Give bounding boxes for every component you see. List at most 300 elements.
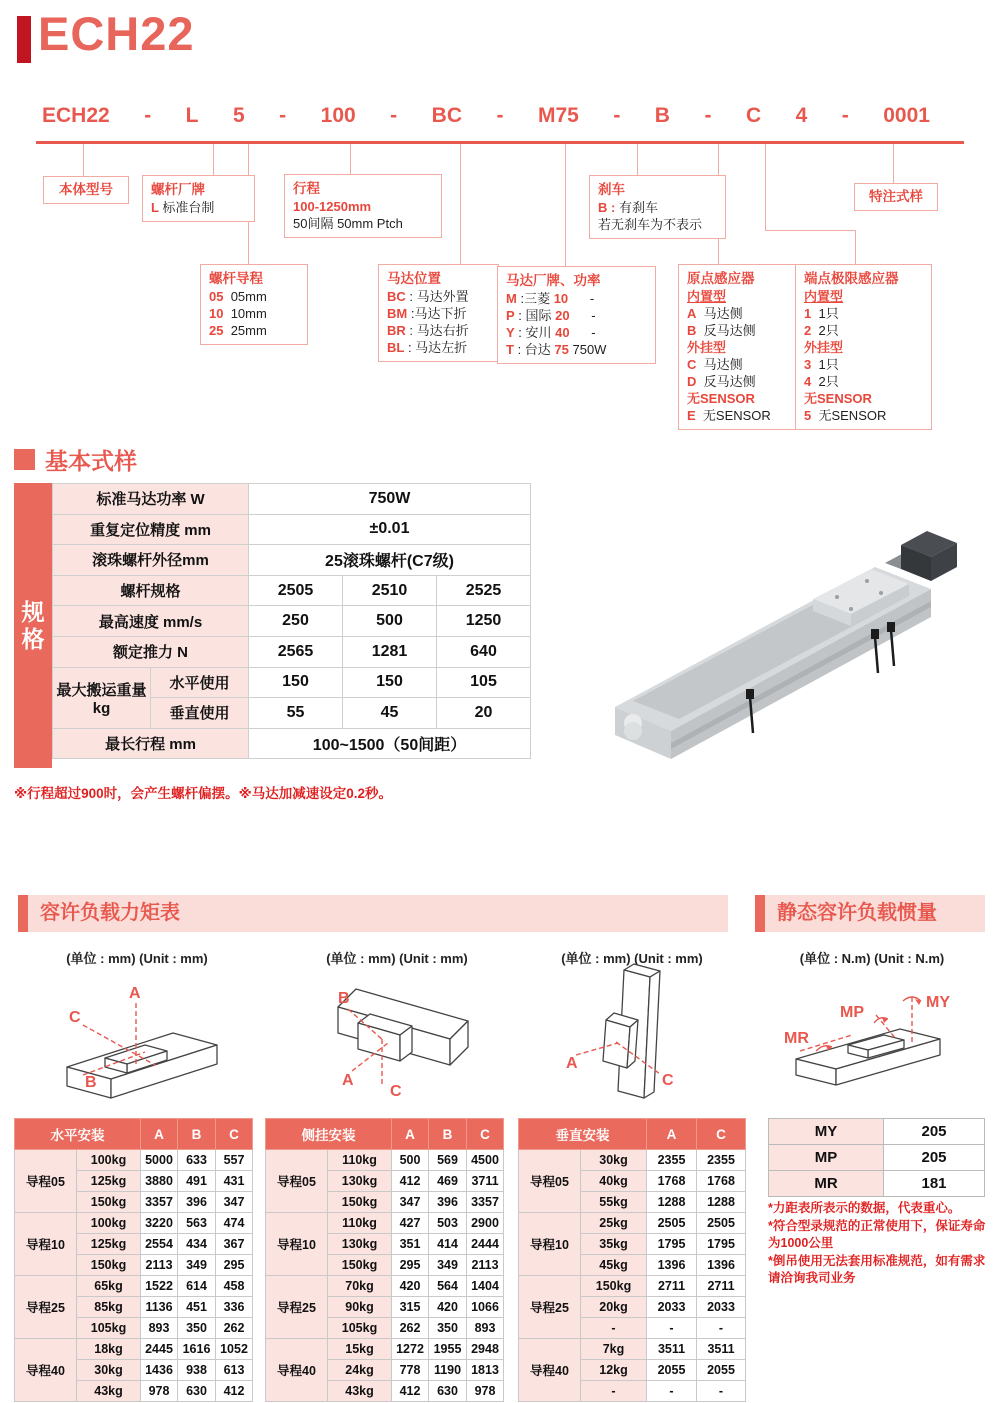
table-cell: 1288 [647,1192,697,1213]
spec-cell: 1250 [437,606,531,637]
spec-cell: 20 [437,698,531,729]
callout-title: 行程 [293,181,320,196]
spec-cell: 150 [249,667,343,698]
axis-label: B [85,1074,97,1091]
table-cell: 40kg [581,1171,647,1192]
table-cell: 613 [216,1360,253,1381]
callout-motor-position [378,264,499,362]
spec-cell: 2505 [249,575,343,606]
axis-label: C [69,1009,81,1026]
callout-line: B 反马达侧 [687,323,756,338]
table-cell: 85kg [77,1297,141,1318]
note-line: *倒吊使用无法套用标准规范，如有需求请洽询我司业务 [768,1253,986,1285]
model-code-segment: B [654,104,670,127]
load-table-col-header: C [216,1119,253,1150]
spec-cell: 105 [437,667,531,698]
callout-title: 马达位置 [387,271,441,286]
callout-line: 外挂型 [687,340,727,355]
callout-title: 马达厂牌、功率 [506,273,601,288]
connector-line [565,144,566,266]
callout-line: BM :马达下折 [387,306,467,321]
model-code-segment: 100 [320,104,356,127]
load-table-horizontal [14,1118,252,1402]
table-cell: 110kg [328,1213,392,1234]
inertia-value: 181 [884,1171,985,1197]
product-image [575,485,995,785]
table-cell: 938 [178,1360,216,1381]
table-cell: 2711 [647,1276,697,1297]
spec-cell: 150 [343,667,437,698]
callout-title: 本体型号 [59,182,113,197]
table-cell: 7kg [581,1339,647,1360]
lead-cell: 导程05 [266,1150,328,1213]
load-table-col-header: C [467,1119,504,1150]
load-table-col-header: A [141,1119,178,1150]
callout-line: M :三菱 10 - [506,291,595,306]
table-cell: 351 [392,1234,429,1255]
table-cell: 295 [216,1255,253,1276]
table-cell: 1436 [141,1360,178,1381]
connector-line [350,144,351,174]
table-cell: 105kg [77,1318,141,1339]
table-cell: 367 [216,1234,253,1255]
table-cell: 43kg [77,1381,141,1402]
lead-cell: 导程05 [15,1150,77,1213]
band-accent-bar [18,895,28,932]
connector-line [893,144,894,183]
table-cell: 150kg [581,1276,647,1297]
spec-side-char: 格 [21,625,45,652]
table-cell: 778 [392,1360,429,1381]
spec-cell: 500 [343,606,437,637]
axis-label: A [129,985,141,1002]
inertia-label: MP [769,1145,884,1171]
title-accent-bar [17,16,31,63]
model-code-segment: - [279,104,287,127]
table-cell: 893 [467,1318,504,1339]
table-cell: 500 [392,1150,429,1171]
table-cell: 105kg [328,1318,392,1339]
callout-line: BR : 马达右折 [387,323,469,338]
spec-cell: 100~1500（50间距） [249,728,531,759]
table-cell: 150kg [328,1192,392,1213]
moment-section-title: 容许负载力矩表 [40,902,180,924]
table-cell: 569 [429,1150,467,1171]
connector-line [460,144,461,264]
load-table-title: 侧挂安装 [266,1119,392,1150]
table-cell: 2055 [647,1360,697,1381]
table-cell: 563 [178,1213,216,1234]
table-cell: 420 [429,1297,467,1318]
table-cell: 1768 [697,1171,746,1192]
load-table-col-header: C [697,1119,746,1150]
load-table [265,1118,504,1402]
model-code-segment: 4 [795,104,808,127]
unit-label-mm: (单位 : mm) (Unit : mm) [326,951,468,966]
table-cell: 100kg [77,1213,141,1234]
table-cell: 45kg [581,1255,647,1276]
table-cell: 20kg [581,1297,647,1318]
table-cell: 2055 [697,1360,746,1381]
table-cell: 3880 [141,1171,178,1192]
table-cell: 25kg [581,1213,647,1234]
callout-screw-brand [142,175,255,222]
callout-line: Y : 安川 40 - [506,325,596,340]
axis-label: C [390,1083,402,1100]
table-cell: 1272 [392,1339,429,1360]
table-cell: 893 [141,1318,178,1339]
spec-cell: 2510 [343,575,437,606]
callout-title: 端点极限感应器 [804,271,899,286]
spec-table-wrap [52,483,531,759]
table-cell: 420 [392,1276,429,1297]
spec-side-char: 规 [21,598,45,625]
lead-cell: 导程40 [15,1339,77,1402]
table-cell: 350 [429,1318,467,1339]
spec-cell: 最长行程 mm [53,728,249,759]
callout-line: C 马达侧 [687,357,743,372]
table-cell: - [697,1318,746,1339]
inertia-label: MY [769,1119,884,1145]
spec-cell: 2525 [437,575,531,606]
callout-line: D 反马达侧 [687,374,756,389]
table-cell: 431 [216,1171,253,1192]
callout-line: P : 国际 20 - [506,308,596,323]
model-code-segment: - [841,104,849,127]
load-table-col-header: A [647,1119,697,1150]
table-cell: 336 [216,1297,253,1318]
table-cell: 2711 [697,1276,746,1297]
spec-cell: 水平使用 [151,667,249,698]
callout-line: 100-1250mm [293,199,372,214]
diagram-side-mount [318,965,490,1100]
section-marker-icon [14,449,35,470]
model-code-segment: - [390,104,398,127]
table-cell: 1052 [216,1339,253,1360]
table-cell: 349 [429,1255,467,1276]
lead-cell: 导程10 [15,1213,77,1276]
table-cell: 70kg [328,1276,392,1297]
table-cell: 1768 [647,1171,697,1192]
model-code-segment: - [613,104,621,127]
model-code-segment: 0001 [883,104,930,127]
lead-cell: 导程10 [519,1213,581,1276]
table-cell: 12kg [581,1360,647,1381]
callout-line: 2 2只 [804,323,839,338]
load-table-col-header: B [429,1119,467,1150]
callout-body-model [43,176,129,204]
callout-line: B : 有刹车 [598,200,658,215]
table-cell: 2505 [647,1213,697,1234]
lead-cell: 导程40 [266,1339,328,1402]
table-cell: 3220 [141,1213,178,1234]
spec-cell: 25滚珠螺杆(C7级) [249,545,531,576]
callout-line: 若无刹车为不表示 [598,217,703,232]
callout-line: 05 05mm [209,289,267,304]
axis-label: A [566,1055,578,1072]
inertia-section-title: 静态容许负载惯量 [777,902,937,924]
model-code-segment: C [745,104,762,127]
callout-title: 原点感应器 [687,271,755,286]
callout-stroke [284,174,442,238]
callout-line: L 标准台制 [151,200,215,215]
table-cell: 2033 [647,1297,697,1318]
inertia-table-wrap [768,1118,985,1197]
lead-cell: 导程25 [266,1276,328,1339]
spec-table [52,483,531,759]
table-cell: 150kg [77,1255,141,1276]
table-cell: 2355 [647,1150,697,1171]
axis-label: MR [784,1030,809,1047]
table-cell: 55kg [581,1192,647,1213]
axis-label: C [662,1072,674,1089]
table-cell: 43kg [328,1381,392,1402]
table-cell: 2113 [141,1255,178,1276]
table-cell: 1795 [647,1234,697,1255]
axis-label: MP [840,1004,864,1021]
table-cell: 1136 [141,1297,178,1318]
model-code-segment: - [144,104,152,127]
callout-title: 螺杆导程 [209,271,263,286]
table-cell: - [647,1318,697,1339]
load-table-col-header: A [392,1119,429,1150]
callout-line: 1 1只 [804,306,839,321]
callout-brake [589,175,726,239]
table-cell: 503 [429,1213,467,1234]
unit-label-mm: (单位 : mm) (Unit : mm) [561,951,703,966]
model-code-segment: L [185,104,199,127]
inertia-notes [768,1200,993,1288]
table-cell: 412 [216,1381,253,1402]
load-table [14,1118,253,1402]
band-accent-bar [755,895,765,932]
table-cell: 125kg [77,1234,141,1255]
table-cell: 414 [429,1234,467,1255]
callout-line: 3 1只 [804,357,839,372]
table-cell: 350 [178,1318,216,1339]
diagram-horizontal-mount [55,975,240,1105]
callout-line: A 马达侧 [687,306,743,321]
table-cell: 3711 [467,1171,504,1192]
table-cell: 2113 [467,1255,504,1276]
axis-label: MY [926,994,950,1011]
spec-cell: 最大搬运重量 kg [53,667,151,728]
callout-line: 25 25mm [209,323,267,338]
spec-cell: 750W [249,484,531,515]
table-cell: 3511 [697,1339,746,1360]
table-cell: 262 [216,1318,253,1339]
table-cell: 110kg [328,1150,392,1171]
model-code-segment: - [496,104,504,127]
spec-cell: 55 [249,698,343,729]
table-cell: 65kg [77,1276,141,1297]
inertia-value: 205 [884,1119,985,1145]
unit-label-nm: (单位 : N.m) (Unit : N.m) [799,951,945,966]
table-cell: 295 [392,1255,429,1276]
callout-title: 螺杆厂牌 [151,182,205,197]
spec-cell: ±0.01 [249,514,531,545]
table-cell: 3357 [141,1192,178,1213]
callout-screw-lead [200,264,308,345]
table-cell: 150kg [328,1255,392,1276]
table-cell: 630 [178,1381,216,1402]
spec-cell: 640 [437,636,531,667]
table-cell: 349 [178,1255,216,1276]
diagram-inertia-axes [782,985,982,1090]
table-cell: 15kg [328,1339,392,1360]
connector-line [83,144,84,176]
spec-section-title: 基本式样 [45,448,137,474]
lead-cell: 导程05 [519,1150,581,1213]
lead-cell: 导程10 [266,1213,328,1276]
connector-line [637,144,638,175]
table-cell: 614 [178,1276,216,1297]
load-table-vertical [518,1118,745,1402]
table-cell: 630 [429,1381,467,1402]
axis-label: B [338,990,350,1007]
inertia-table [768,1118,985,1197]
spec-cell: 45 [343,698,437,729]
table-cell: 1288 [697,1192,746,1213]
callout-origin-sensor [678,264,801,430]
page-title: ECH22 [38,7,195,60]
table-cell: 2445 [141,1339,178,1360]
table-cell: 557 [216,1150,253,1171]
table-cell: 3511 [647,1339,697,1360]
table-cell: 396 [178,1192,216,1213]
model-code-rule [36,141,964,144]
callout-line: 50间隔 50mm Ptch [293,216,403,231]
table-cell: 1522 [141,1276,178,1297]
spec-side-label [14,483,52,768]
table-cell: 412 [392,1171,429,1192]
callout-special-spec [854,183,938,211]
table-cell: 315 [392,1297,429,1318]
table-cell: 1616 [178,1339,216,1360]
table-cell: 90kg [328,1297,392,1318]
connector-line [855,230,856,264]
table-cell: 30kg [77,1360,141,1381]
unit-label-mm: (单位 : mm) (Unit : mm) [66,951,208,966]
load-table-side [265,1118,503,1402]
table-cell: 2948 [467,1339,504,1360]
spec-cell: 2565 [249,636,343,667]
table-cell: 451 [178,1297,216,1318]
table-cell: 1795 [697,1234,746,1255]
table-cell: 35kg [581,1234,647,1255]
table-cell: 2505 [697,1213,746,1234]
table-cell: 2554 [141,1234,178,1255]
callout-line: 内置型 [687,289,727,304]
table-cell: 564 [429,1276,467,1297]
callout-line: BC : 马达外置 [387,289,469,304]
table-cell: 347 [392,1192,429,1213]
spec-cell: 滚珠螺杆外径mm [53,545,249,576]
moment-section-band [18,895,728,932]
table-cell: 396 [429,1192,467,1213]
table-cell: 458 [216,1276,253,1297]
model-code [42,104,930,128]
spec-cell: 重复定位精度 mm [53,514,249,545]
table-cell: 130kg [328,1171,392,1192]
table-cell: 1190 [429,1360,467,1381]
load-table-title: 水平安装 [15,1119,141,1150]
table-cell: 2033 [697,1297,746,1318]
table-cell: 491 [178,1171,216,1192]
table-cell: 474 [216,1213,253,1234]
table-cell: 2900 [467,1213,504,1234]
table-cell: - [581,1318,647,1339]
spec-cell: 螺杆规格 [53,575,249,606]
callout-title: 刹车 [598,182,625,197]
table-cell: 125kg [77,1171,141,1192]
table-cell: 262 [392,1318,429,1339]
table-cell: 24kg [328,1360,392,1381]
table-cell: 150kg [77,1192,141,1213]
lead-cell: 导程40 [519,1339,581,1402]
spec-note: ※行程超过900时，会产生螺杆偏摆。※马达加减速设定0.2秒。 [14,786,393,801]
callout-line: T : 台达 75 750W [506,342,607,357]
table-cell: 1813 [467,1360,504,1381]
spec-cell: 250 [249,606,343,637]
table-cell: - [647,1381,697,1402]
lead-cell: 导程25 [519,1276,581,1339]
table-cell: 2355 [697,1150,746,1171]
callout-line: 4 2只 [804,374,839,389]
callout-line: BL : 马达左折 [387,340,468,355]
model-code-segment: ECH22 [42,104,110,127]
callout-line: 外挂型 [804,340,844,355]
callout-limit-sensor [795,264,932,430]
spec-cell: 标准马达功率 W [53,484,249,515]
table-cell: 1955 [429,1339,467,1360]
spec-cell: 垂直使用 [151,698,249,729]
load-table [518,1118,746,1402]
callout-line: 内置型 [804,289,844,304]
connector-line [765,230,855,231]
table-cell: 1066 [467,1297,504,1318]
table-cell: 978 [141,1381,178,1402]
spec-cell: 1281 [343,636,437,667]
inertia-section-band [755,895,985,932]
callout-line: 无SENSOR [687,391,755,406]
callout-line: 5 无SENSOR [804,408,887,423]
lead-cell: 导程25 [15,1276,77,1339]
table-cell: 1404 [467,1276,504,1297]
table-cell: - [581,1381,647,1402]
connector-line [213,144,214,175]
table-cell: 1396 [697,1255,746,1276]
table-cell: - [697,1381,746,1402]
callout-line: 10 10mm [209,306,267,321]
table-cell: 633 [178,1150,216,1171]
spec-cell: 最高速度 mm/s [53,606,249,637]
table-cell: 412 [392,1381,429,1402]
callout-line: 无SENSOR [804,391,872,406]
callout-motor-brand-power [497,266,656,364]
callout-line: E 无SENSOR [687,408,771,423]
load-table-title: 垂直安装 [519,1119,647,1150]
axis-label: A [342,1072,354,1089]
table-cell: 130kg [328,1234,392,1255]
model-code-segment: - [704,104,712,127]
connector-line [765,144,766,230]
table-cell: 18kg [77,1339,141,1360]
table-cell: 30kg [581,1150,647,1171]
note-line: *力距表所表示的数据，代表重心。 [768,1201,961,1215]
table-cell: 4500 [467,1150,504,1171]
model-code-segment: M75 [537,104,579,127]
